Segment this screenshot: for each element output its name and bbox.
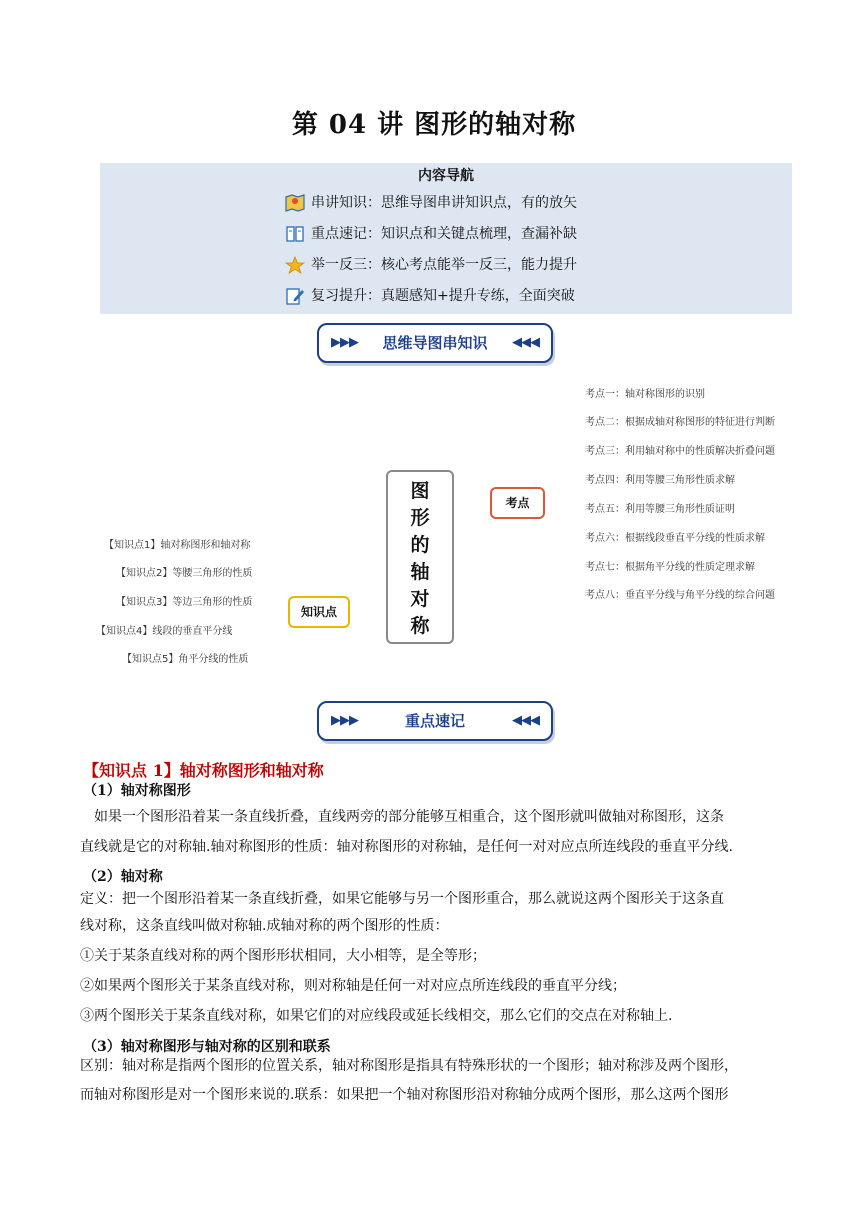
nav-row-practice: 举一反三：核心考点能举一反三，能力提升 [285, 254, 577, 274]
triple-arrow-right-icon: ▶▶▶ [331, 713, 358, 728]
mindmap-exam-leaf: 考点五：利用等腰三角形性质证明 [585, 504, 735, 515]
mindmap-center-node: 图 形 的 轴 对 称 [386, 470, 454, 644]
content-navigation [100, 163, 792, 314]
mindmap-exam-node: 考点 [490, 487, 545, 519]
subheading: （1）轴对称图形 [83, 783, 191, 799]
mindmap-exam-leaf: 考点六：根据线段垂直平分线的性质求解 [585, 533, 765, 544]
mindmap-knowledge-leaf: 【知识点3】等边三角形的性质 [116, 597, 253, 608]
paragraph-line: 定义：把一个图形沿着某一条直线折叠，如果它能够与另一个图形重合，那么就说这两个图形关于这条直 [80, 891, 724, 907]
paragraph-line: 线对称，这条直线叫做对称轴.成轴对称的两个图形的性质： [80, 918, 449, 934]
paragraph-line: 而轴对称图形是对一个图形来说的.联系：如果把一个轴对称图形沿对称轴分成两个图形，那么这两个图形 [80, 1087, 729, 1103]
paragraph-line: 如果一个图形沿着某一条直线折叠，直线两旁的部分能够互相重合，这个图形就叫做轴对称图形，这条 [94, 809, 724, 825]
nav-heading: 内容导航 [418, 168, 474, 184]
nav-row-keypoints: 重点速记：知识点和关键点梳理，查漏补缺 [285, 223, 577, 243]
mindmap-exam-leaf: 考点一：轴对称图形的识别 [585, 389, 705, 400]
mindmap-knowledge-leaf: 【知识点2】等腰三角形的性质 [116, 568, 253, 579]
keypoints-banner: ▶▶▶ 重点速记 ◀◀◀ [317, 701, 553, 741]
mindmap-knowledge-leaf: 【知识点1】轴对称图形和轴对称 [104, 540, 251, 551]
section-heading: 【知识点 1】轴对称图形和轴对称 [83, 761, 324, 780]
mindmap-knowledge-leaf: 【知识点4】线段的垂直平分线 [96, 626, 233, 637]
nav-row-review: 复习提升：真题感知+提升专练，全面突破 [285, 285, 575, 305]
mindmap-exam-leaf: 考点三：利用轴对称中的性质解决折叠问题 [585, 446, 775, 457]
map-icon [285, 194, 305, 212]
triple-arrow-left-icon: ◀◀◀ [512, 713, 539, 728]
triple-arrow-right-icon: ▶▶▶ [331, 335, 358, 350]
subheading: （3）轴对称图形与轴对称的区别和联系 [83, 1039, 331, 1055]
edit-icon [285, 287, 305, 305]
mindmap-exam-leaf: 考点四：利用等腰三角形性质求解 [585, 475, 735, 486]
nav-row-mindmap: 串讲知识：思维导图串讲知识点，有的放矢 [285, 192, 577, 212]
subheading: （2）轴对称 [83, 869, 163, 885]
paragraph-line: 直线就是它的对称轴.轴对称图形的性质：轴对称图形的对称轴，是任何一对对应点所连线段的垂直平分线. [80, 839, 733, 855]
page-title: 第 04 讲 图形的轴对称 [291, 110, 577, 140]
book-icon [285, 225, 305, 243]
mindmap-knowledge-node: 知识点 [288, 596, 350, 628]
mindmap-exam-leaf: 考点八：垂直平分线与角平分线的综合问题 [585, 590, 775, 601]
list-item: ③两个图形关于某条直线对称，如果它们的对应线段或延长线相交，那么它们的交点在对称轴上. [80, 1008, 673, 1024]
mindmap-banner: ▶▶▶ 思维导图串知识 ◀◀◀ [317, 323, 553, 363]
mindmap-exam-leaf: 考点二：根据成轴对称图形的特征进行判断 [585, 417, 775, 428]
triple-arrow-left-icon: ◀◀◀ [512, 335, 539, 350]
mindmap-exam-leaf: 考点七：根据角平分线的性质定理求解 [585, 562, 755, 573]
star-icon [285, 256, 305, 274]
list-item: ②如果两个图形关于某条直线对称，则对称轴是任何一对对应点所连线段的垂直平分线； [80, 978, 626, 994]
list-item: ①关于某条直线对称的两个图形形状相同，大小相等，是全等形； [80, 948, 486, 964]
paragraph-line: 区别：轴对称是指两个图形的位置关系，轴对称图形是指具有特殊形状的一个图形；轴对称涉及两个图形， [80, 1058, 738, 1074]
mindmap-knowledge-leaf: 【知识点5】角平分线的性质 [122, 654, 249, 665]
